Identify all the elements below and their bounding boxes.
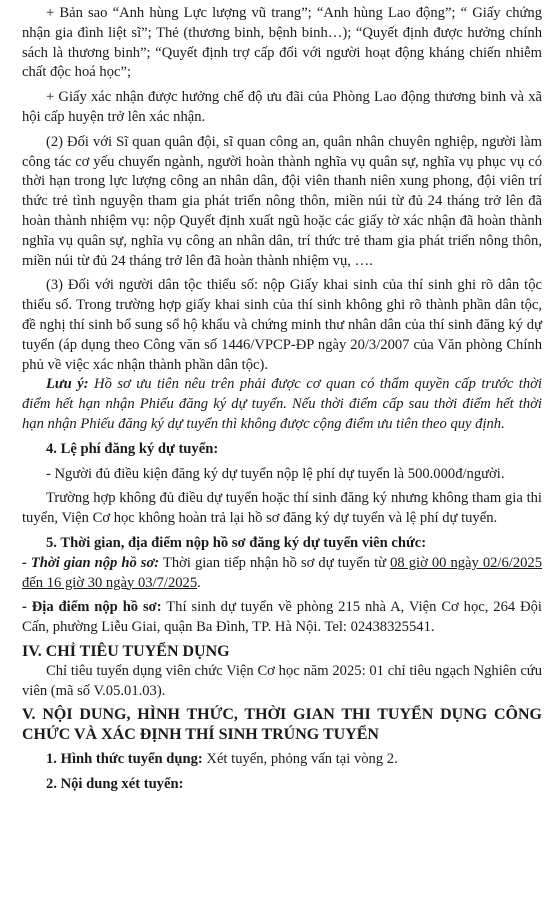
recruitment-form-paragraph [22,750,542,770]
heading-section-v: V. NỘI DUNG, HÌNH THỨC, THỜI GIAN THI TUYỂN DỤNG CÔNG CHỨC VÀ XÁC ĐỊNH THÍ SINH TRÚNG TUYỂN [22,706,542,744]
submission-time-paragraph [22,554,542,594]
submission-place-text: Thí sinh dự tuyển về phòng 215 nhà A, Viện Cơ học, 264 Đội Cấn, phường Liễu Giai, quận Ba Đình, TP. Hà Nội. Tel: 02438325541. [22,599,542,636]
note-paragraph [22,375,542,434]
note-text: Hồ sơ ưu tiên nêu trên phải được cơ quan có thẩm quyền cấp trước thời điểm hết hạn nhận Phiếu đăng ký dự tuyển. Nếu thời điểm cấp sau thời điểm hết thời hạn nhận Phiếu đăng ký dự tuyển thì không được cộng điểm ưu tiên theo quy định. [22,376,542,432]
submission-time-label: - Thời gian nộp hồ sơ: [22,554,160,571]
paragraph-quota: Chỉ tiêu tuyển dụng viên chức Viện Cơ học năm 2025: 01 chỉ tiêu ngạch Nghiên cứu viên (mã số V.05.01.03). [22,662,542,699]
heading-section-iv: IV. CHỈ TIÊU TUYỂN DỤNG [22,642,230,660]
submission-time-range: 08 giờ 00 ngày 02/6/2025 đến 16 giờ 30 ngày 03/7/2025 [22,554,543,591]
submission-place-label: - Địa điểm nộp hồ sơ: [22,599,162,616]
paragraph-fee-refund: Trường hợp không đủ điều dự tuyển hoặc thí sinh đăng ký nhưng không tham gia thi tuyển, Viện Cơ học không hoàn trả lại hồ sơ đăng ký dự tuyển và lệ phí dự tuyển. [22,490,542,527]
heading-submission: 5. Thời gian, địa điểm nộp hồ sơ đăng ký dự tuyển viên chức: [46,534,427,551]
recruitment-form-label: 1. Hình thức tuyển dụng: [46,751,203,768]
paragraph-ethnic-minority: (3) Đối với người dân tộc thiểu số: nộp Giấy khai sinh của thí sinh ghi rõ dân tộc thiểu số. Trong trường hợp giấy khai sinh của thí sinh không ghi rõ thành phần dân tộc, đề nghị thí sinh bổ sung sổ hộ khẩu và chứng minh thư nhân dân của thí sinh đăng ký dự tuyển (áp dụng theo Công văn số 1446/VPCP-ĐP ngày 20/3/2007 của Văn phòng Chính phủ về việc xác nhận thành phần dân tộc). [22,277,542,373]
heading-fee: 4. Lệ phí đăng ký dự tuyển: [46,440,219,457]
paragraph-fee-amount: - Người đủ điều kiện đăng ký dự tuyển nộp lệ phí dự tuyển là 500.000đ/người. [46,465,505,482]
recruitment-form-text: Xét tuyển, phỏng vấn tại vòng 2. [202,751,398,768]
submission-place-paragraph [22,598,542,638]
heading-selection-content: 2. Nội dung xét tuyển: [46,776,184,793]
paragraph-documents-copy: + Bản sao “Anh hùng Lực lượng vũ trang”; “Anh hùng Lao động”; “ Giấy chứng nhận gia đình liệt sĩ”; Thẻ (thương binh, bệnh binh…); “Quyết định được hưởng chính sách là thương binh”; “Quyết định trợ cấp đối với người hoạt động kháng chiến nhiễm chất độc hoá học”; [22,5,542,81]
note-label: Lưu ý: [46,376,89,393]
submission-time-end: . [197,574,201,591]
paragraph-certificate: + Giấy xác nhận được hưởng chế độ ưu đãi của Phòng Lao động thương binh và xã hội cấp huyện trở lên xác nhận. [22,89,542,125]
submission-time-text: Thời gian tiếp nhận hồ sơ dự tuyển từ [159,554,391,571]
paragraph-officers: (2) Đối với Sĩ quan quân đội, sĩ quan công an, quân nhân chuyên nghiệp, người làm công tác cơ yếu chuyển ngành, người hoàn thành nghĩa vụ quân sự, nghĩa vụ phục vụ có thời hạn trong lực lượng công an nhân dân, đội viên thanh niên xung phong, đội viên trí thức trẻ tình nguyện tham gia phát triển nông thôn, miền núi từ đủ 24 tháng trở lên đã hoàn thành nhiệm vụ: nộp Quyết định xuất ngũ hoặc các giấy tờ xác nhận đã hoàn thành nghĩa vụ quân sự, nghĩa vụ công an nhân dân, trí thức trẻ tham gia phát triển nông thôn, miền núi từ đủ 24 tháng trở lên đã hoàn thành nhiệm vụ, …. [22,133,542,269]
